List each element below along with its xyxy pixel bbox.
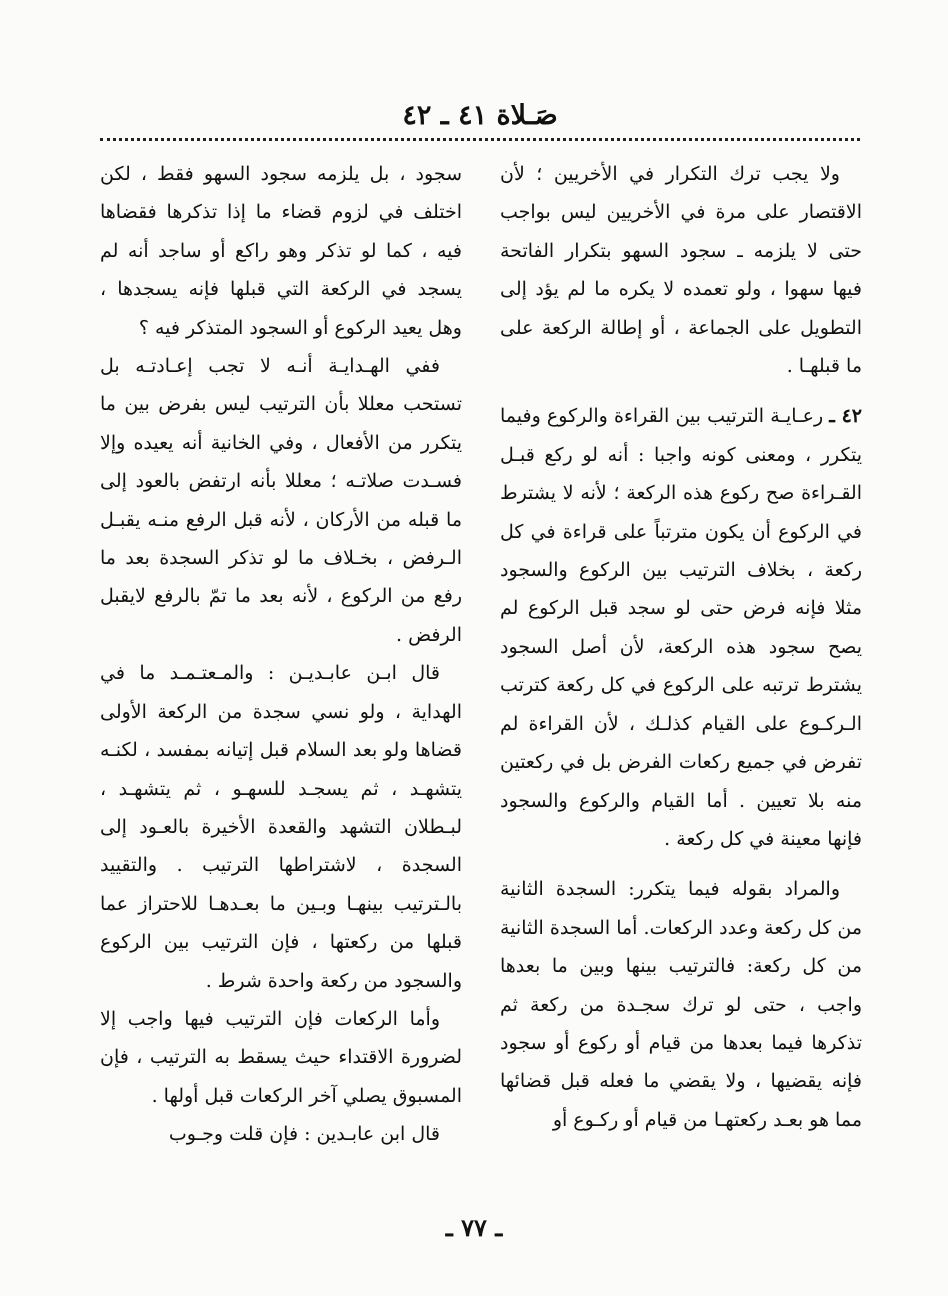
header-dotted-rule	[100, 138, 860, 141]
left-column	[100, 155, 462, 1154]
paragraph-text: قال ابـن عابـديـن : والمـعتـمـد ما في الهداية ، ولو نسي سجدة من الركعة الأولى قضاها ولو بعد السلام قبل إتيانه بمفسد ، لكنـه يتشهـد ، ثم يسجـد للسهـو ، ثم يتشهـد ، لبـطلان التشهد والقعدة الأخيرة بالعـود إلى السجدة ، لاشتراطها الترتيب . والتقييد بالـترتيب بينهـا وبـين ما بعـدهـا للاحتراز عما قبلها من ركعتها ، فإن الترتيب بين الركوع والسجود من ركعة واحدة شرط .	[100, 662, 462, 992]
right-column	[500, 155, 862, 1139]
paragraph-section-42	[500, 397, 862, 858]
paragraph	[100, 1115, 462, 1153]
running-header: صَـلاة ٤١ ـ ٤٢	[402, 100, 558, 131]
paragraph	[100, 347, 462, 654]
paragraph-text: رعـايـة الترتيب بين القراءة والركوع وفيما يتكرر ، ومعنى كونه واجبا : أنه لو ركع قبـل القـراءة صح ركوع هذه الركعة ؛ لأنه لا يشترط في الركوع أن يكون مترتباً على قراءة في كل ركعة ، بخلاف الترتيب بين الركوع والسجود مثلا فإنه فرض حتى لو سجد قبل الركوع لم يصح سجود هذه الركعة، لأن أصل السجود يشترط ترتبه على الركوع في كل ركعة كترتب الـركـوع على القيام كذلـك ، لأن القراءة لم تفرض في جميع ركعات الفرض بل في ركعتين منه بلا تعيين . أما القيام والركوع والسجود فإنها معينة في كل ركعة .	[500, 405, 862, 850]
section-number: ٤٢ ـ	[829, 405, 862, 428]
paragraph	[500, 155, 862, 385]
page-number: ـ ٧٧ ـ	[445, 1213, 503, 1242]
paragraph-text: وأما الركعات فإن الترتيب فيها واجب إلا لضرورة الاقتداء حيث يسقط به الترتيب ، فإن المسبوق يصلي آخر الركعات قبل أولها .	[100, 1007, 462, 1107]
paragraph-text: قال ابن عابـدين : فإن قلت وجـوب	[168, 1123, 440, 1146]
paragraph	[100, 654, 462, 1000]
paragraph	[100, 155, 462, 347]
paragraph-text: ولا يجب ترك التكرار في الأخريين ؛ لأن الاقتصار على مرة في الأخريين ليس بواجب حتى لا يلزمه ـ سجود السهو بتكرار الفاتحة فيها سهوا ، ولو تعمده لا يكره ما لم يؤد إلى التطويل على الجماعة ، أو إطالة الركعة على ما قبلهـا .	[500, 163, 862, 378]
paragraph	[500, 870, 862, 1139]
paragraph	[100, 1000, 462, 1115]
paragraph-text: سجود ، بل يلزمه سجود السهو فقط ، لكن اختلف في لزوم قضاء ما إذا تذكرها فقضاها فيه ، كما لو تذكر وهو راكع أو ساجد أنه لم يسجد في الركعة التي قبلها فإنه يسجدها ، وهل يعيد الركوع أو السجود المتذكر فيه ؟	[100, 163, 462, 339]
paragraph-text: ففي الهـدايـة أنـه لا تجب إعـادتـه بل تستحب معللا بأن الترتيب ليس بفرض بين ما يتكرر من الأفعال ، وفي الخانية أنه يعيده وإلا فسـدت صلاتـه ؛ معللا بأنه ارتفض بالعود إلى ما قبله من الأركان ، لأنه قبل الرفع منـه يقبـل الـرفض ، بخـلاف ما لو تذكر السجدة بعد ما رفع من الركوع ، لأنه بعد ما تمّ بالرفع لايقبل الرفض .	[100, 355, 462, 646]
paragraph-text: والمراد بقوله فيما يتكرر: السجدة الثانية من كل ركعة وعدد الركعات. أما السجدة الثانية من كل ركعة: فالترتيب بينها وبين ما بعدها واجب ، حتى لو ترك سجـدة من ركعة ثم تذكرها فيما بعدها من قيام أو ركوع أو سجود فإنه يقضيها ، ولا يقضي ما فعله قبل قضائها مما هو بعـد ركعتهـا من قيام أو ركـوع أو	[500, 878, 862, 1131]
